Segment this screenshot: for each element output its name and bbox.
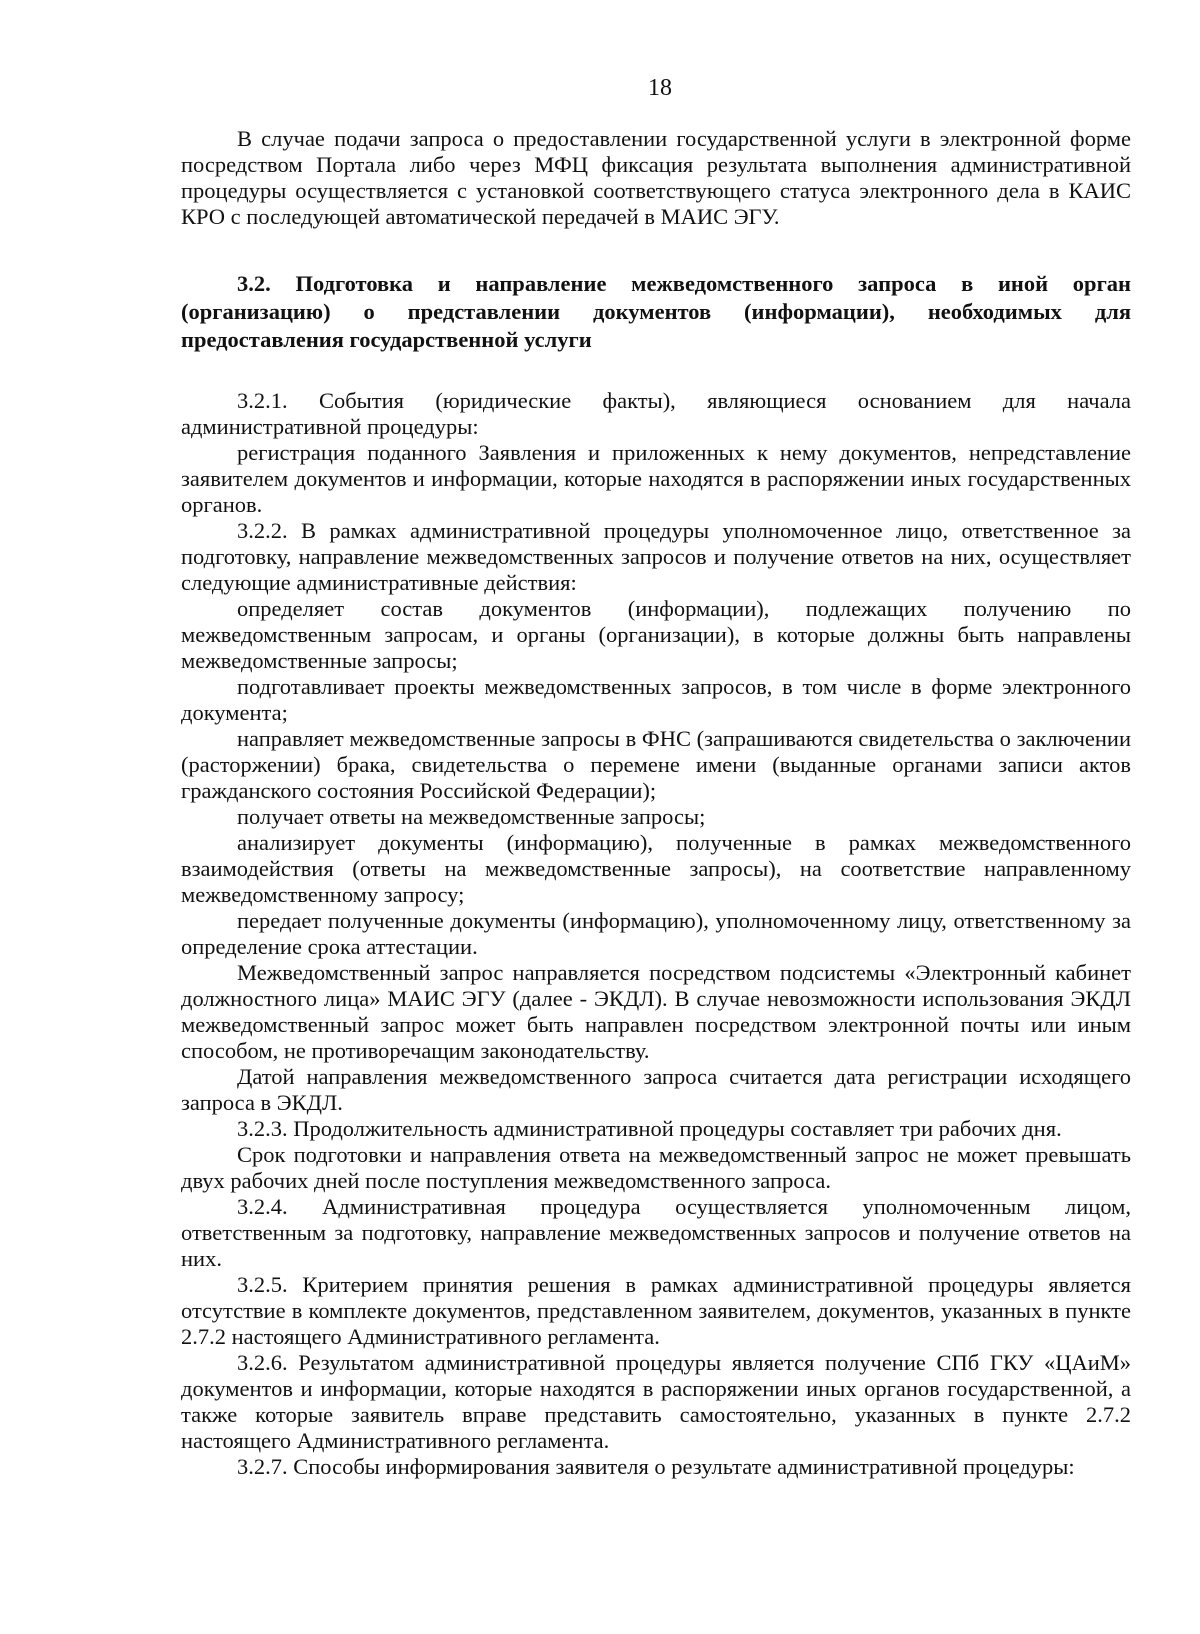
intro-paragraph: В случае подачи запроса о предоставлении государственной услуги в электронной форме посредством Портала либо через МФЦ фиксация результата выполнения административной процедуры осуществляется с установкой соответствующего статуса электронного дела в КАИС КРО с последующей автоматической передачей в МАИС ЭГУ.: [181, 126, 1131, 229]
paragraph-3-2-7: 3.2.7. Способы информирования заявителя о результате административной процедуры:: [237, 1454, 1075, 1479]
document-body: [181, 126, 1131, 1480]
paragraph-determines: определяет состав документов (информации), подлежащих получению по межведомственным запросам, и органы (организации), в которые должны быть направлены межведомственные запросы;: [181, 596, 1131, 673]
paragraph-3-2-3: 3.2.3. Продолжительность административной процедуры составляет три рабочих дня.: [237, 1116, 1062, 1141]
paragraph-3-2-2: 3.2.2. В рамках административной процедуры уполномоченное лицо, ответственное за подготовку, направление межведомственных запросов и получение ответов на них, осуществляет следующие административные действия:: [181, 518, 1131, 595]
page-number: 18: [648, 75, 672, 101]
paragraph-deadline: Срок подготовки и направления ответа на межведомственный запрос не может превышать двух рабочих дней после поступления межведомственного запроса.: [181, 1142, 1131, 1193]
paragraph-registration: регистрация поданного Заявления и приложенных к нему документов, непредставление заявителем документов и информации, которые находятся в распоряжении иных государственных органов.: [181, 440, 1131, 517]
paragraph-3-2-5: 3.2.5. Критерием принятия решения в рамках административной процедуры является отсутствие в комплекте документов, представленном заявителем, документов, указанных в пункте 2.7.2 настоящего Административного регламента.: [181, 1272, 1131, 1349]
paragraph-prepares: подготавливает проекты межведомственных запросов, в том числе в форме электронного документа;: [181, 674, 1131, 725]
paragraph-ekdl: Межведомственный запрос направляется посредством подсистемы «Электронный кабинет должностного лица» МАИС ЭГУ (далее - ЭКДЛ). В случае невозможности использования ЭКДЛ межведомственный запрос может быть направлен посредством электронной почты или иным способом, не противоречащим законодательству.: [181, 960, 1131, 1063]
paragraph-analyzes: анализирует документы (информацию), полученные в рамках межведомственного взаимодействия (ответы на межведомственные запросы), на соответствие направленному межведомственному запросу;: [181, 830, 1131, 907]
paragraph-receives: получает ответы на межведомственные запросы;: [237, 804, 706, 829]
paragraph-transfers: передает полученные документы (информацию), уполномоченному лицу, ответственному за определение срока аттестации.: [181, 908, 1131, 959]
paragraph-3-2-4: 3.2.4. Административная процедура осуществляется уполномоченным лицом, ответственным за подготовку, направление межведомственных запросов и получение ответов на них.: [181, 1194, 1131, 1271]
section-heading: 3.2. Подготовка и направление межведомственного запроса в иной орган (организацию) о представлении документов (информации), необходимых для предоставления государственной услуги: [181, 271, 1131, 352]
paragraph-sends-fns: направляет межведомственные запросы в ФНС (запрашиваются свидетельства о заключении (расторжении) брака, свидетельства о перемене имени (выданные органами записи актов гражданского состояния Российской Федерации);: [181, 726, 1131, 803]
paragraph-3-2-1: 3.2.1. События (юридические факты), являющиеся основанием для начала административной процедуры:: [181, 388, 1131, 439]
paragraph-3-2-6: 3.2.6. Результатом административной процедуры является получение СПб ГКУ «ЦАиМ» документов и информации, которые находятся в распоряжении иных органов государственной, а также которые заявитель вправе представить самостоятельно, указанных в пункте 2.7.2 настоящего Административного регламента.: [181, 1350, 1131, 1453]
paragraph-date: Датой направления межведомственного запроса считается дата регистрации исходящего запроса в ЭКДЛ.: [181, 1064, 1131, 1115]
